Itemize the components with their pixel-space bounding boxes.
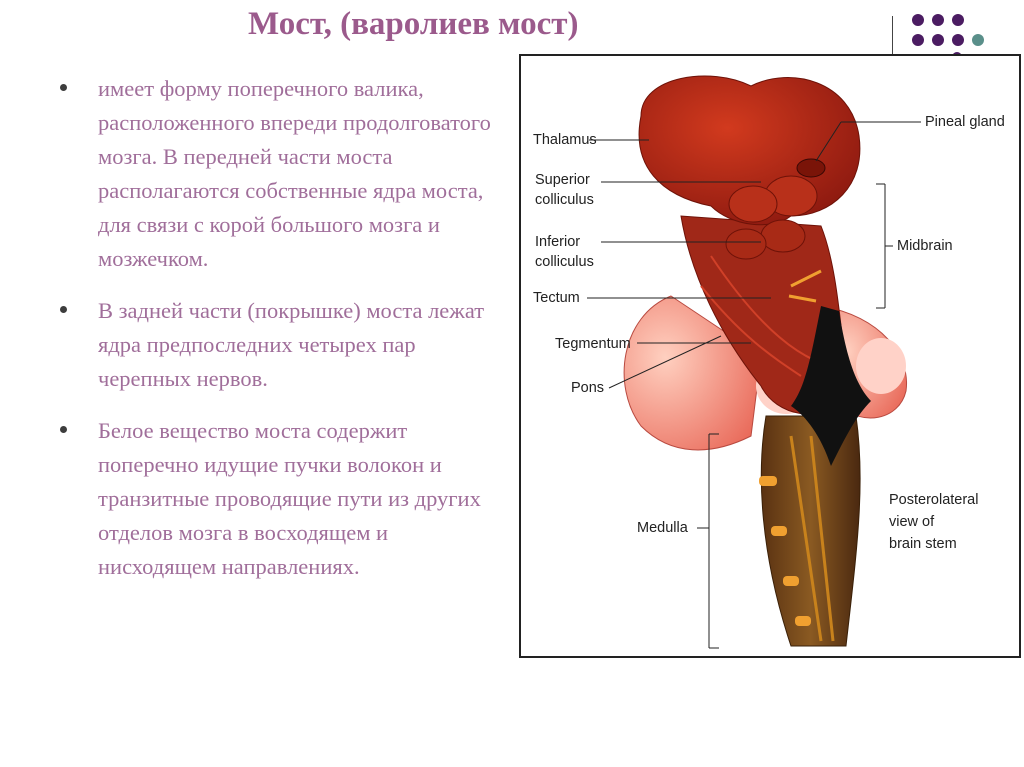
bullet-icon bbox=[60, 426, 67, 433]
bullet-icon bbox=[60, 84, 67, 91]
label-tectum: Tectum bbox=[533, 290, 580, 306]
label-tegmentum: Tegmentum bbox=[555, 336, 631, 352]
brain-stem-figure bbox=[519, 54, 1021, 658]
dot-icon bbox=[952, 14, 964, 26]
bullet-item bbox=[60, 294, 510, 396]
bullet-icon bbox=[60, 306, 67, 313]
bullet-item bbox=[60, 414, 510, 584]
title-divider bbox=[892, 16, 893, 56]
label-thalamus: Thalamus bbox=[533, 132, 597, 148]
slide-title: Мост, (варолиев мост) bbox=[248, 6, 579, 42]
bullet-list bbox=[60, 72, 510, 584]
figure-caption: brain stem bbox=[889, 536, 957, 552]
dot-icon bbox=[912, 34, 924, 46]
figure-caption: Posterolateral bbox=[889, 492, 979, 508]
bullet-text: В задней части (покрышке) моста лежат ядра предпоследних четырех пар черепных нервов. bbox=[98, 298, 485, 391]
dot-icon bbox=[932, 34, 944, 46]
brain-stem-illustration bbox=[521, 56, 1021, 658]
dot-icon bbox=[932, 14, 944, 26]
label-pons: Pons bbox=[571, 380, 605, 396]
label-midbrain: Midbrain bbox=[897, 238, 953, 254]
bullet-text: имеет форму поперечного валика, расположенного впереди продолговатого мозга. В передней части моста располагаются собственные ядра моста, для связи с корой большого мозга и мозжечком. bbox=[98, 76, 491, 271]
dot-icon bbox=[952, 34, 964, 46]
label-superior-colliculus: colliculus bbox=[535, 192, 594, 208]
dot-icon bbox=[912, 14, 924, 26]
bullet-text: Белое вещество моста содержит поперечно идущие пучки волокон и транзитные проводящие пути из других отделов мозга в восходящем и нисходящем направлениях. bbox=[98, 418, 481, 579]
label-medulla: Medulla bbox=[637, 520, 688, 536]
figure-caption: view of bbox=[889, 514, 935, 530]
label-inferior-colliculus: Inferior bbox=[535, 234, 581, 250]
bullet-item bbox=[60, 72, 510, 276]
label-pineal-gland: Pineal gland bbox=[925, 114, 1005, 130]
label-inferior-colliculus: colliculus bbox=[535, 254, 594, 270]
dot-icon bbox=[972, 34, 984, 46]
label-superior-colliculus: Superior bbox=[535, 172, 590, 188]
